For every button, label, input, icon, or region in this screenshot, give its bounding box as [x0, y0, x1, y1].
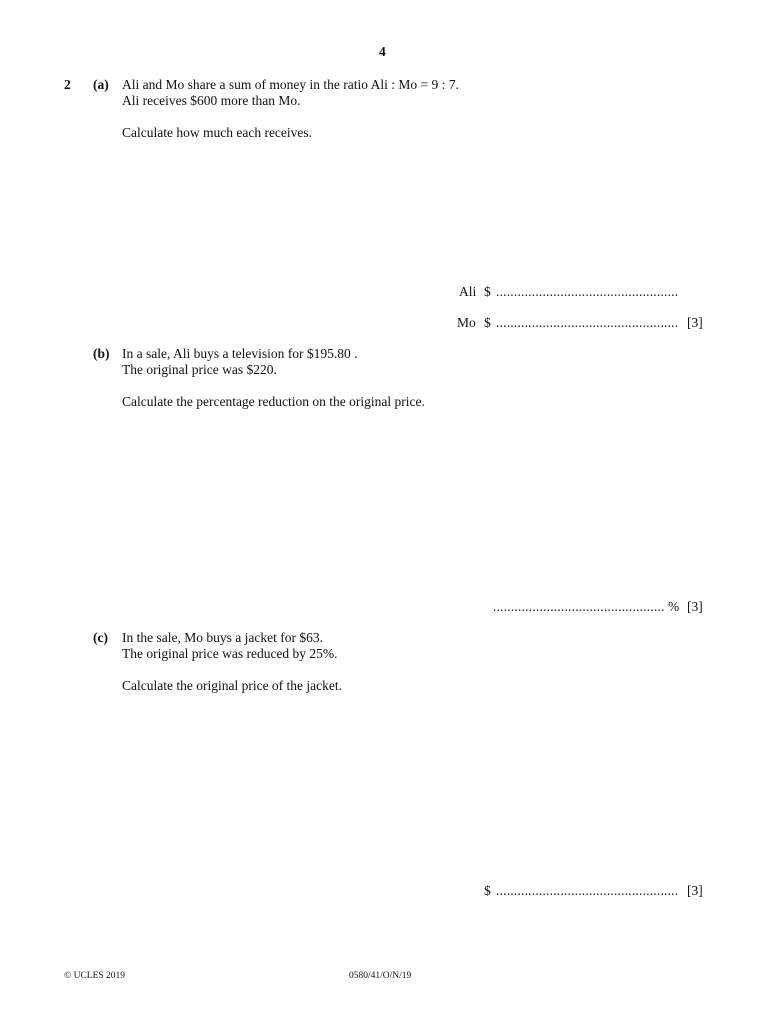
part-a-label: (a)	[93, 77, 109, 92]
marks-part-a: [3]	[687, 315, 703, 330]
question-number: 2	[64, 77, 71, 92]
marks-part-c: [3]	[687, 883, 703, 898]
part-b-label: (b)	[93, 346, 110, 361]
part-a-line-2: Ali receives $600 more than Mo.	[122, 93, 301, 108]
part-a-line-1: Ali and Mo share a sum of money in the ratio Ali : Mo = 9 : 7.	[122, 77, 459, 92]
marks-part-b: [3]	[687, 599, 703, 614]
part-c-line-2: The original price was reduced by 25%.	[122, 646, 338, 661]
part-a-instruction: Calculate how much each receives.	[122, 125, 313, 140]
part-c-label: (c)	[93, 630, 108, 645]
answer-c-dots[interactable]: ...................................................	[496, 883, 679, 898]
footer-paper-code: 0580/41/O/N/19	[349, 971, 412, 981]
part-b-line-1: In a sale, Ali buys a television for $195.80 .	[122, 346, 358, 361]
part-b-instruction: Calculate the percentage reduction on the original price.	[122, 394, 425, 409]
page-number: 4	[379, 44, 386, 59]
answer-ali-label: Ali	[459, 284, 477, 299]
answer-mo-dots[interactable]: ...................................................	[496, 315, 679, 330]
answer-mo-unit: $	[484, 315, 491, 330]
answer-ali-unit: $	[484, 284, 491, 299]
answer-ali-dots[interactable]: ...................................................	[496, 284, 679, 299]
answer-b-dots[interactable]: ................................................	[493, 599, 665, 614]
part-c-line-1: In the sale, Mo buys a jacket for $63.	[122, 630, 323, 645]
part-c-instruction: Calculate the original price of the jacket.	[122, 678, 343, 693]
answer-c-unit: $	[484, 883, 491, 898]
part-b-line-2: The original price was $220.	[122, 362, 277, 377]
answer-mo-label: Mo	[457, 315, 476, 330]
footer-copyright: © UCLES 2019	[64, 971, 126, 981]
answer-b-unit: %	[668, 599, 680, 614]
